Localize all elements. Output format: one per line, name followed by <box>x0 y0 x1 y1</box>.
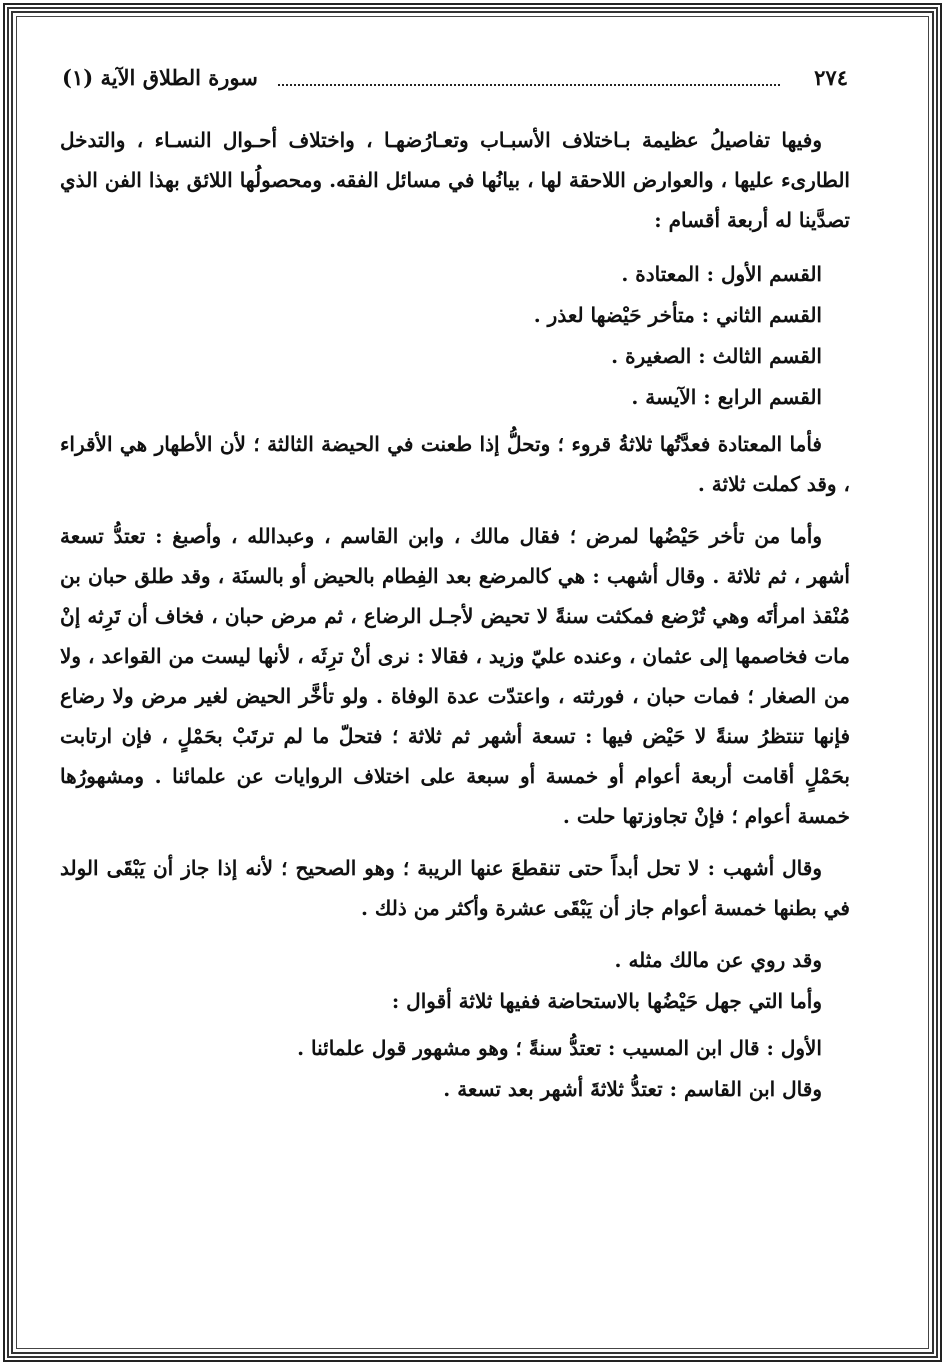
list-item-section-3: القسم الثالث : الصغيرة . <box>611 344 822 368</box>
paragraph-2: فأما المعتادة فعدَّتُها ثلاثةُ قروء ؛ وتحلُّ إذا طعنت في الحيضة الثالثة ؛ لأن الأطهار هي الأقراء ، وقد كملت ثلاثة . <box>60 432 850 496</box>
list-item-section-1: القسم الأول : المعتادة . <box>621 262 822 286</box>
header-dotted-leader <box>278 84 780 86</box>
list-item-section-2: القسم الثاني : متأخر حَيْضها لعذر . <box>533 303 822 327</box>
list-item-section-4: القسم الرابع : الآيسة . <box>631 385 822 409</box>
paragraph-1: وفيها تفاصيلُ عظيمة بـاختلاف الأسبـاب وتعـارُضهـا ، واختلاف أحـوال النسـاء ، والتدخل الطارىء عليها ، والعوارض اللاحقة لها ، بيانُها في مسائل الفقه. ومحصولُها اللائق بهذا الفن الذي تصدَّينا له أربعة أقسام : <box>60 128 850 232</box>
line-narration: وقد روي عن مالك مثله . <box>614 948 822 972</box>
running-header <box>60 58 850 98</box>
paragraph-4: وقال أشهب : لا تحل أبداً حتى تنقطعَ عنها الريبة ؛ وهو الصحيح ؛ لأنه إذا جاز أن يَبْقَى الولد في بطنها خمسة أعوام جاز أن يَبْقَى عشرة وأكثر من ذلك . <box>60 856 850 920</box>
line-opinion-2: وقال ابن القاسم : تعتدُّ ثلاثةَ أشهر بعد تسعة . <box>443 1077 822 1101</box>
paragraph-3: وأما من تأخر حَيْضُها لمرض ؛ فقال مالك ، وابن القاسم ، وعبدالله ، وأصبغ : تعتدُّ تسعة أشهر ، ثم ثلاثة . وقال أشهب : هي كالمرضع بعد الفِطام بالحيض أو بالسنَة ، وقد طلق حبان بن مُنْقذ امرأتَه وهي تُرْضع فمكثت سنةً لا تحيض لأجـل الرضاع ، ثم مرض حبان ، فخاف أن تَرِثه إنْ مات فخاصمها إلى عثمان ، وعنده عليّ وزيد ، فقالا : نرى أنْ ترِثَه ، لأنها ليست من القواعد ، ولا من الصغار ؛ فمات حبان ، فورثته ، واعتدّت عدة الوفاة . ولو تأخَّر الحيض لغير مرض ولا رضاع فإنها تنتظرُ سنةً لا حَيْض فيها : تسعة أشهر ثم ثلاثة ؛ فتحلّ ما لم ترتَبْ بحَمْلٍ ، فإن ارتابت بحَمْلٍ أقامت أربعة أعوام أو خمسة أو سبعة على اختلاف الروايات عن علمائنا . ومشهورُها خمسة أعوام ؛ فإنْ تجاوزتها حلت . <box>60 524 850 828</box>
page-body <box>60 120 850 1110</box>
header-title: سورة الطلاق الآية (١) <box>62 65 258 90</box>
page-number: ٢٧٤ <box>814 65 848 90</box>
line-istihada-intro: وأما التي جهل حَيْضُها بالاستحاضة ففيها ثلاثة أقوال : <box>391 989 822 1013</box>
book-page <box>60 58 850 1110</box>
line-opinion-1: الأول : قال ابن المسيب : تعتدُّ سنةً ؛ وهو مشهور قول علمائنا . <box>297 1036 822 1060</box>
